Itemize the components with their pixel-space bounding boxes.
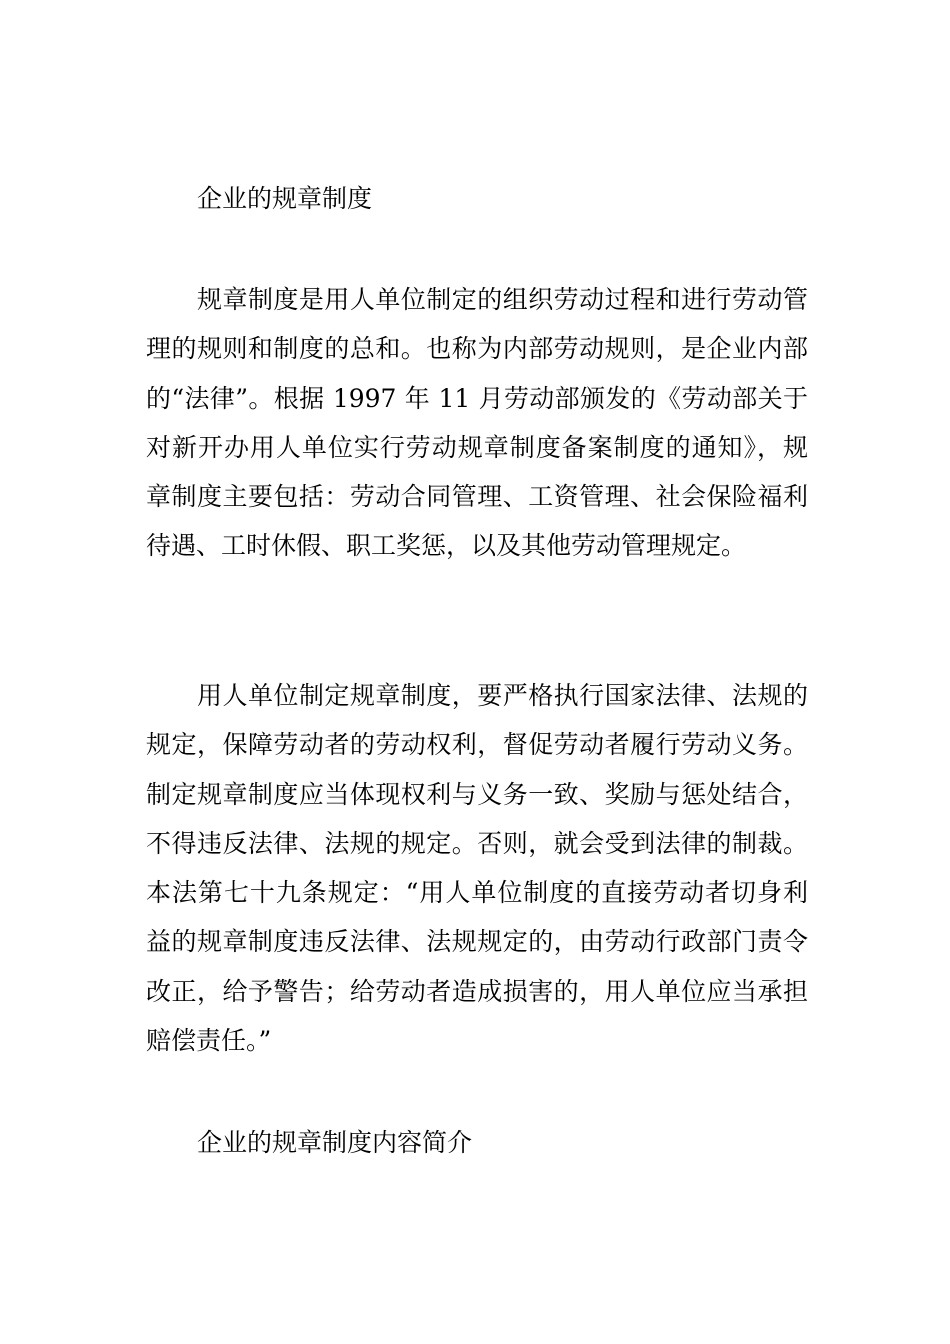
- section-heading-content-intro: 企业的规章制度内容简介: [197, 1128, 473, 1157]
- section-heading-regulations: 企业的规章制度: [197, 184, 373, 213]
- paragraph-definition: 规章制度是用人单位制定的组织劳动过程和进行劳动管理的规则和制度的总和。也称为内部劳动规则，是企业内部的“法律”。根据 1997 年 11 月劳动部颁发的《劳动部关于对新开办用人单位实行劳动规章制度备案制度的通知》，规章制度主要包括：劳动合同管理、工资管理、社会保险福利待遇、工时休假、职工奖惩，以及其他劳动管理规定。: [146, 285, 808, 561]
- paragraph-legal-requirements: 用人单位制定规章制度，要严格执行国家法律、法规的规定，保障劳动者的劳动权利，督促劳动者履行劳动义务。制定规章制度应当体现权利与义务一致、奖励与惩处结合，不得违反法律、法规的规定。否则，就会受到法律的制裁。本法第七十九条规定：“用人单位制度的直接劳动者切身利益的规章制度违反法律、法规规定的，由劳动行政部门责令改正，给予警告；给劳动者造成损害的，用人单位应当承担赔偿责任。”: [146, 681, 808, 1056]
